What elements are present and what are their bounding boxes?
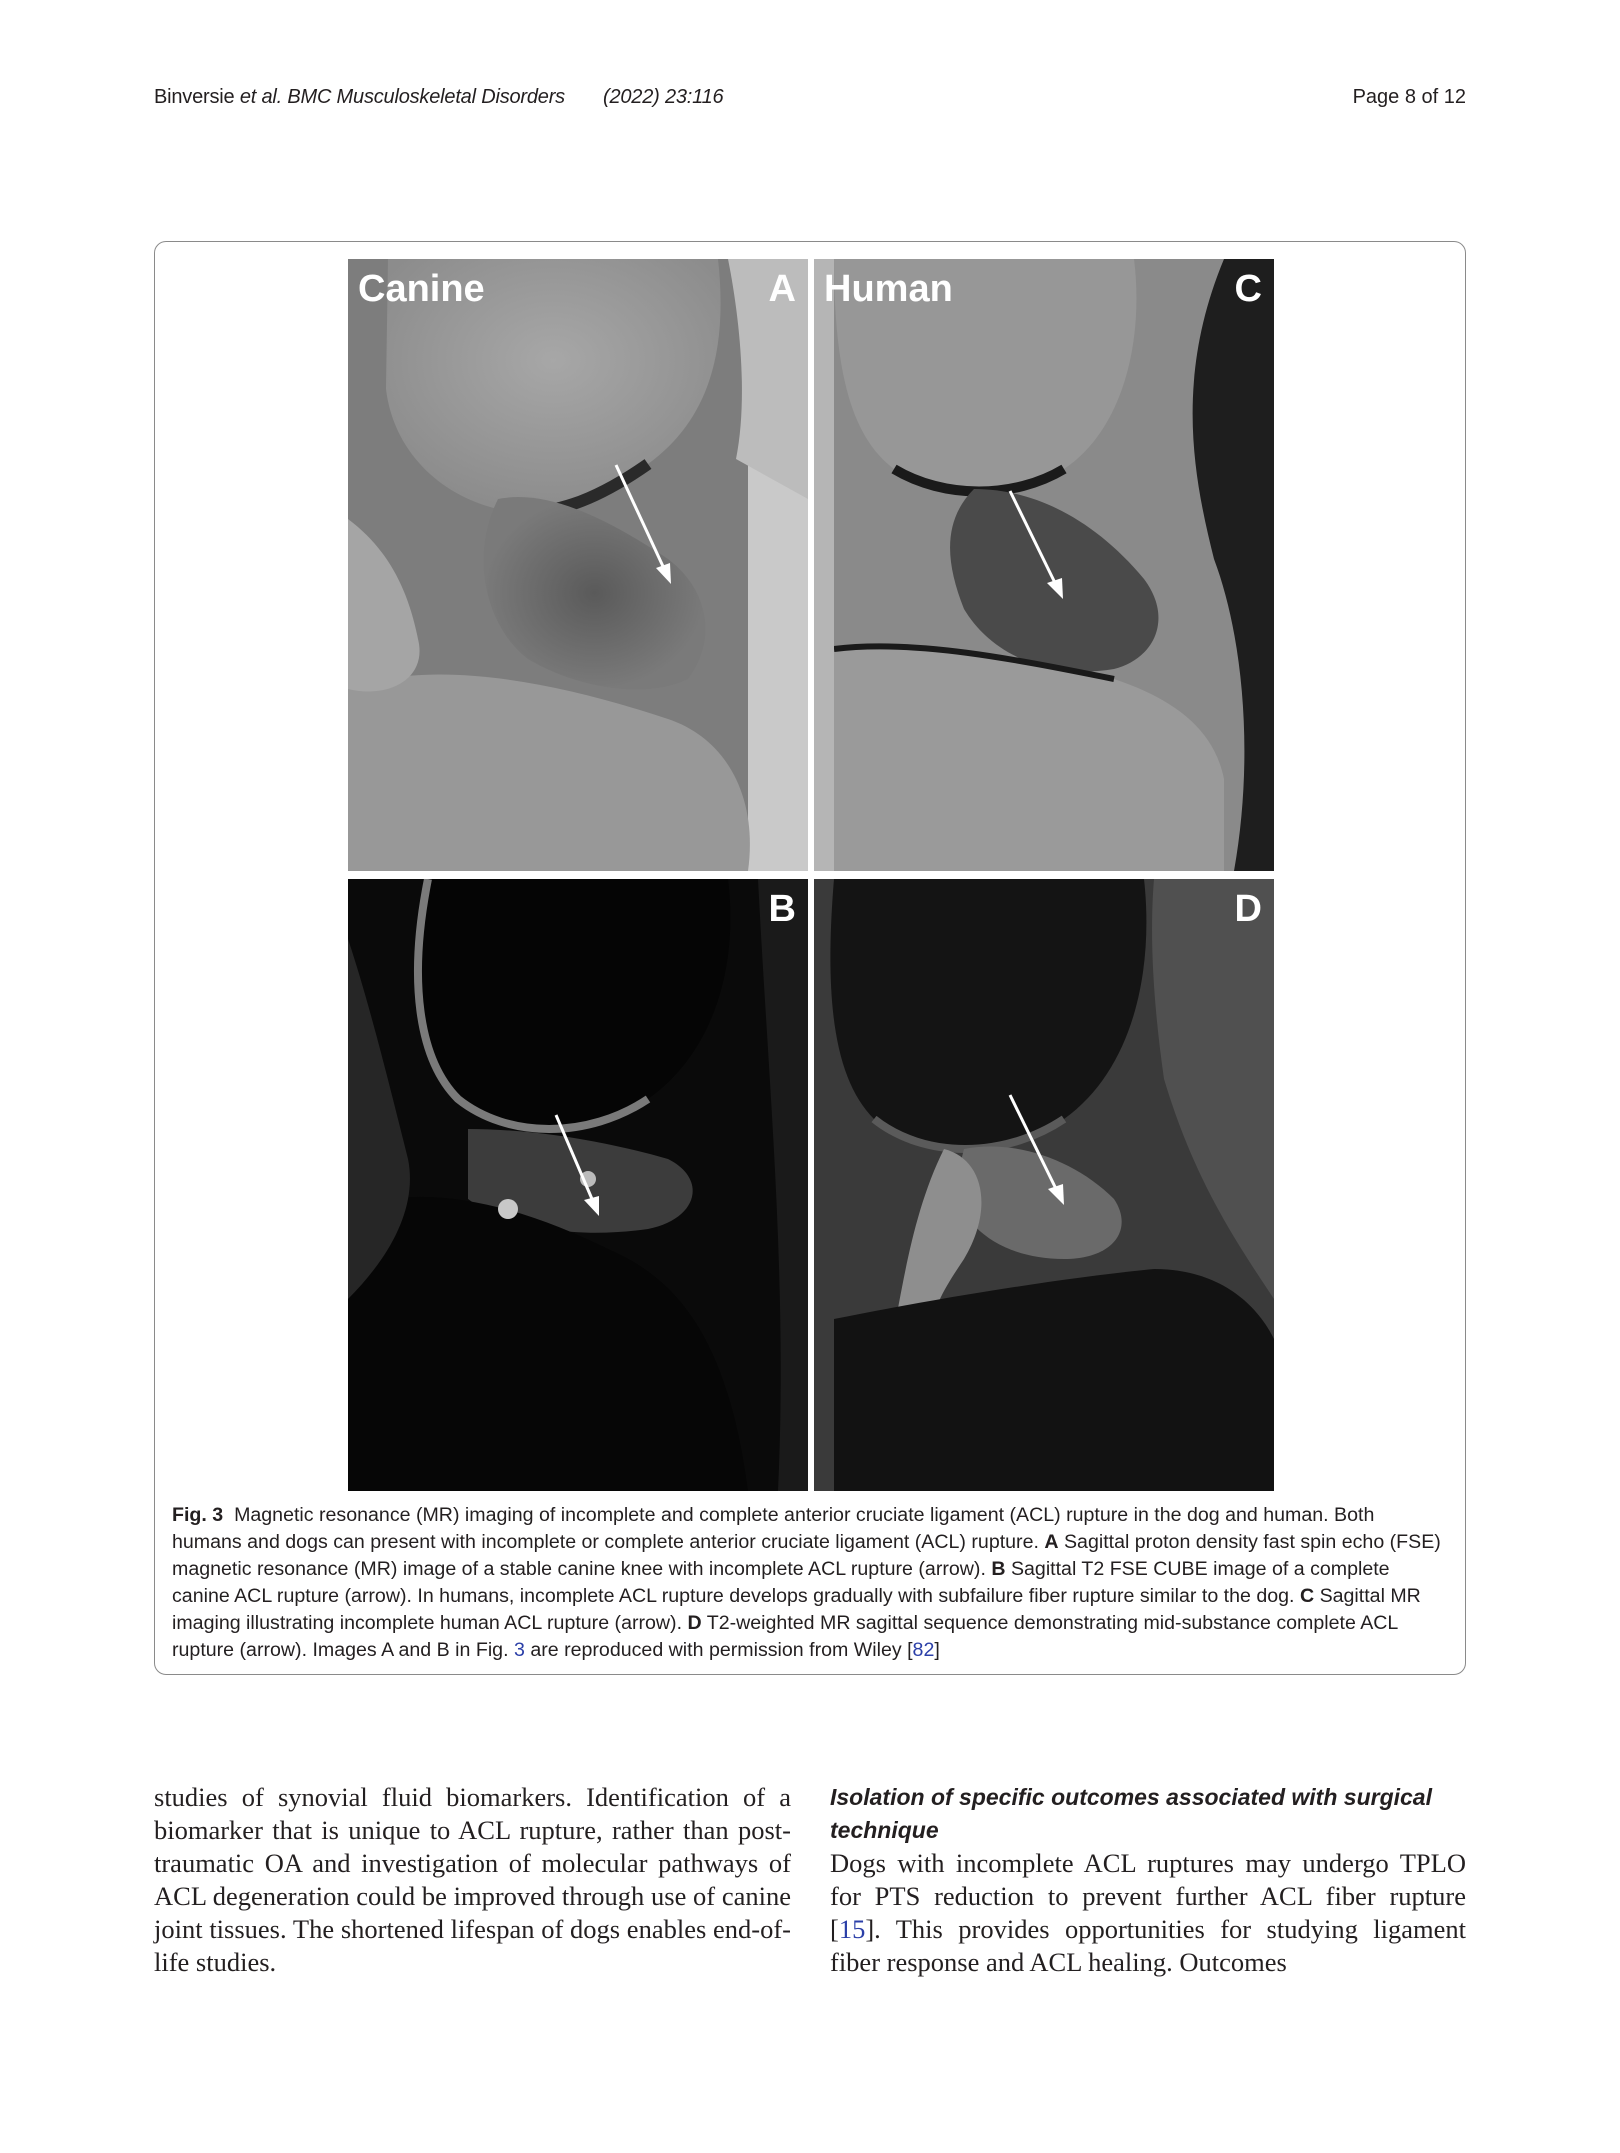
caption-label-b: B (991, 1558, 1006, 1580)
section-heading: Isolation of specific outcomes associated with surgical technique (830, 1784, 1432, 1843)
body-right-column (830, 1781, 1466, 1979)
header-authors: Binversie (154, 86, 235, 108)
figure-caption (172, 1502, 1448, 1664)
caption-label-a: A (1044, 1531, 1059, 1553)
mri-image-c (814, 259, 1274, 871)
caption-fig-label: Fig. 3 (172, 1504, 224, 1526)
panel-species-label-human: Human (824, 268, 953, 310)
mri-image-d (814, 879, 1274, 1491)
mri-image-b (348, 879, 808, 1491)
figure-3-panels (348, 259, 1274, 1493)
panel-letter-d: D (1234, 888, 1262, 930)
caption-text-b: Sagittal T2 FSE CUBE image of a complete canine ACL rupture (arrow). In humans, incomplete ACL rupture develops gradually with subfailure fiber rupture similar to the dog. (172, 1558, 1390, 1607)
body-right-text-2: ]. This provides opportunities for studying ligament fiber response and ACL healing. Outcomes (830, 1914, 1466, 1977)
caption-reference-link-82[interactable]: 82 (912, 1639, 935, 1661)
caption-intro: Magnetic resonance (MR) imaging of incomplete and complete anterior cruciate ligament (ACL) rupture in the dog and human. Both humans and dogs can present with incomplete or complete anterior cruciate ligament (ACL) rupture. (172, 1504, 1375, 1553)
mri-panel-c-human (814, 259, 1274, 871)
header-page-number: Page 8 of 12 (1352, 86, 1466, 108)
caption-text-d: T2-weighted MR sagittal sequence demonstrating mid-substance complete ACL rupture (arrow). Images A and B in Fig. (172, 1612, 1398, 1661)
mri-image-a (348, 259, 808, 871)
running-header-citation (154, 86, 723, 109)
body-right-text-1: Dogs with incomplete ACL ruptures may undergo TPLO for PTS reduction to prevent further ACL fiber rupture [ (830, 1848, 1466, 1944)
caption-figure-link[interactable]: 3 (513, 1639, 525, 1661)
caption-text-e: are reproduced with permission from Wiley [ (530, 1639, 913, 1661)
mri-panel-d-human (814, 879, 1274, 1491)
caption-text-f: ] (934, 1639, 940, 1661)
panel-species-label-canine: Canine (358, 268, 485, 310)
caption-label-d: D (687, 1612, 702, 1634)
caption-text-a: Sagittal proton density fast spin echo (FSE) magnetic resonance (MR) image of a stable canine knee with incomplete ACL rupture (arrow). (172, 1531, 1441, 1580)
mri-panel-b-canine (348, 879, 808, 1491)
caption-label-c: C (1299, 1585, 1315, 1607)
header-journal: BMC Musculoskeletal Disorders (287, 86, 565, 108)
panel-letter-c: C (1234, 268, 1262, 310)
caption-text-c: Sagittal MR imaging illustrating incomplete human ACL rupture (arrow). (172, 1585, 1421, 1634)
header-volume: (2022) 23:116 (602, 86, 724, 108)
body-paragraph-left: studies of synovial fluid biomarkers. Identification of a biomarker that is unique to ACL rupture, rather than post-traumatic OA and investigation of molecular pathways of ACL degeneration could be improved through use of canine joint tissues. The shortened lifespan of dogs enables end-of-life studies. (154, 1782, 791, 1977)
mri-panel-a-canine (348, 259, 808, 871)
panel-letter-a: A (768, 268, 796, 310)
header-etal: et al. (239, 86, 282, 108)
body-paragraph-right (830, 1847, 1466, 1979)
reference-link-15[interactable]: 15 (838, 1914, 866, 1944)
body-left-column (154, 1781, 791, 1979)
panel-letter-b: B (768, 888, 796, 930)
